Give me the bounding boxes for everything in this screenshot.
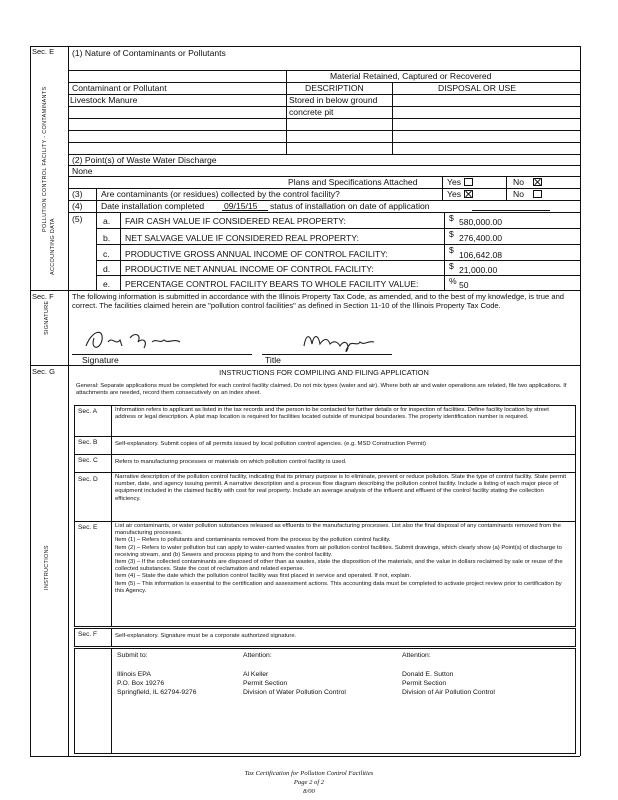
title-text: Manager [330,346,334,347]
sec-f-label: Sec. F [32,292,54,301]
sec-g-heading: INSTRUCTIONS FOR COMPILING AND FILING APPLICATION [219,368,429,377]
contact-2-line-2: Permit Section [402,680,447,687]
col-disposal: DISPOSAL OR USE [438,83,517,93]
q3-no-checkbox[interactable] [533,190,542,198]
q2-title: (2) Point(s) of Waste Water Discharge [72,155,217,165]
plans-yes-label: Yes [447,177,462,187]
acct-a-label: FAIR CASH VALUE IF CONSIDERED REAL PROPERTY: [125,216,346,226]
sec-f-statement: The following information is submitted in accordance with the Illinois Property Tax Code, as amended, and to the best of my knowledge, is true and correct. The facilities claimed herein are "pollution control facilities" as defined in Section 11-10 of the Illinois Property Tax Code. [72,292,565,311]
title-handwriting [300,326,380,354]
submit-box [74,648,576,754]
q3-no-label: No [513,189,524,199]
sec-e-side-label-2: ACCOUNTING DATA [50,218,56,275]
attention-1-label: Attention: [243,652,272,659]
acct-c-letter: c. [103,249,110,259]
acct-d-sym: $ [449,261,454,271]
signature-name-text: Dean Brown [122,344,128,345]
material-header: Material Retained, Captured or Recovered [330,71,492,81]
q3-num: (3) [72,189,83,199]
q3-text: Are contaminants (or residues) collected by the control facility? [101,189,340,199]
contact-1-block [243,670,346,697]
q2-value: None [72,166,93,176]
title-label: Title [265,355,281,365]
instr-e-sec: Sec. E [78,524,98,531]
acct-e-value[interactable]: 50 [459,280,469,290]
q4-date[interactable]: 09/15/15 [224,201,258,211]
acct-e-sym: % [449,276,457,286]
instr-b-text: Self-explanatory. Submit copies of all permits issued by local pollution control agencies. (e.g. MSD Construction Permit) [115,441,426,447]
sec-e-side-label: POLLUTION CONTROL FACILITY - CONTAMINANTS [42,86,48,232]
acct-c-sym: $ [449,245,454,255]
plans-no-label: No [513,177,524,187]
acct-d-letter: d. [103,264,111,274]
instr-d-sec: Sec. D [78,476,98,483]
contact-2-block [402,670,495,697]
acct-b-label: NET SALVAGE VALUE IF CONSIDERED REAL PROPERTY: [125,233,359,243]
q4-post: status of installation on date of application [270,201,430,211]
sec-g-general: General: Separate applications must be completed for each control facility claimed. Do not mix types (water and air). Where both air and water operations are related, file two applications. If attachments are needed, record them consecutively on an index sheet. [76,383,567,397]
acct-c-value[interactable]: 106,642.08 [459,250,503,260]
footer-line-3: 8/00 [303,788,315,795]
footer-line-2: Page 2 of 2 [293,779,325,786]
address-line-3: Springfield, IL 62794-9276 [117,689,197,696]
acct-d-label: PRODUCTIVE NET ANNUAL INCOME OF CONTROL FACILITY: [125,264,374,274]
right-border [580,46,581,756]
sec-e-label: Sec. E [32,47,55,56]
address-line-1: Illinois EPA [117,671,151,678]
signature-image [82,324,192,356]
instr-a-text: Information refers to applicant as listed in the tax records and the person to be contacted for further details or for inspection of facilities. Define facility location by street address or legal description. A plat map location is required for facilities located outside of municipal boundaries. The property identification number is required. [115,407,549,421]
section-gutter-line [68,46,69,756]
instr-f-text: Self-explanatory. Signature must be a corporate authorized signature. [115,633,297,639]
contact-1-line-2: Permit Section [243,680,288,687]
footer-line-1: Tax Certification for Pollution Control Facilities [244,770,374,777]
acct-e-label: PERCENTAGE CONTROL FACILITY BEARS TO WHOLE FACILITY VALUE: [125,279,419,289]
q4-num: (4) [72,201,83,211]
col-contaminant: Contaminant or Pollutant [72,83,167,93]
plans-no[interactable] [513,177,542,187]
signature-label: Signature [82,355,119,365]
attention-2-label: Attention: [402,652,431,659]
instr-b-sec: Sec. B [78,439,98,446]
instr-f-sec: Sec. F [78,631,98,638]
instr-a-sec: Sec. A [78,408,98,415]
instr-e-text: List air contaminants, or water pollution substances released as effluents to the manufacturing processes. List also the final disposal of any contaminants removed from the manufacturing processes. Item (1) – Refers to pollutants and contaminants removed from the process by the pollution control facility. Item (2) – Refers to water pollution but can apply to water-carried wastes from air pollution control facilities. Submit drawings, which clearly show (a) Point(s) of discharge to receiving stream, and (b) Sewers and process piping to and from the control facility. Item (3) – If the collected contaminants are disposed of other than as wastes, state the disposition of the materials, and the value in dollars reclaimed by sale or reuse of the collected substances. State the cost of reclamation and related expense. Item (4) – State the date which the pollution control facility was first placed in service and operated. If not, explain. Item (5) – This information is essential to the certification and assessment actions. This accounting data must be completed to activate project review prior to certification by this Agency. [115,523,563,594]
acct-a-value[interactable]: 580,000.00 [459,217,503,227]
contact-1-line-1: Al Keller [243,671,269,678]
plans-no-checkbox[interactable] [533,178,542,186]
submit-to-label: Submit to: [117,652,148,659]
description-row-2: concrete pit [289,107,334,117]
q4-pre: Date installation completed [101,201,205,211]
address-block [117,670,196,697]
plans-yes-checkbox[interactable] [464,178,473,186]
contact-2-line-1: Donald E. Sutton [402,671,454,678]
q1-title: (1) Nature of Contaminants or Pollutants [72,48,226,58]
acct-e-letter: e. [103,279,111,289]
plans-yes[interactable] [447,177,473,187]
q3-yes-checkbox[interactable] [464,190,473,198]
instr-c-sec: Sec. C [78,457,98,464]
description-row-1: Stored in below ground [289,95,378,105]
contaminant-row-1: Livestock Manure [70,95,138,105]
q3-no[interactable] [513,189,542,199]
sec-g-side-label: INSTRUCTIONS [44,545,50,590]
sec-g-label: Sec. G [32,367,55,376]
col-description: DESCRIPTION [305,83,364,93]
left-border [30,46,31,756]
bottom-border [30,756,580,757]
plans-label: Plans and Specifications Attached [288,177,418,187]
q3-yes[interactable] [447,189,473,199]
acct-b-sym: $ [449,229,454,239]
sec-f-side-label: SIGNATURE [44,300,50,335]
contact-2-line-3: Division of Air Pollution Control [402,689,495,696]
q5-num: (5) [72,214,83,224]
instr-d-text: Narrative description of the pollution control facility, indicating that its primary purpose is to eliminate, prevent or reduce pollution. State the type of control facility. State permit number, date, and agency issuing permit. A narrative description and a process flow diagram describing the pollution control facility. Include a listing of each major piece of equipment included in the claimed facility with cost for real property. Include an average analysis of the influent and effluent of the control facility stating the collection efficiency. [115,474,566,502]
acct-d-value[interactable]: 21,000.00 [459,265,498,275]
address-line-2: P.O. Box 19276 [117,680,165,687]
acct-a-sym: $ [449,213,454,223]
contact-1-line-3: Division of Water Pollution Control [243,689,346,696]
acct-a-letter: a. [103,216,111,226]
instr-c-text: Refers to manufacturing processes or materials on which pollution control facility is used. [115,459,347,465]
q3-yes-label: Yes [447,189,462,199]
top-border [30,46,580,47]
acct-b-letter: b. [103,233,111,243]
acct-b-value[interactable]: 276,400.00 [459,233,503,243]
acct-c-label: PRODUCTIVE GROSS ANNUAL INCOME OF CONTROL FACILITY: [125,249,388,259]
